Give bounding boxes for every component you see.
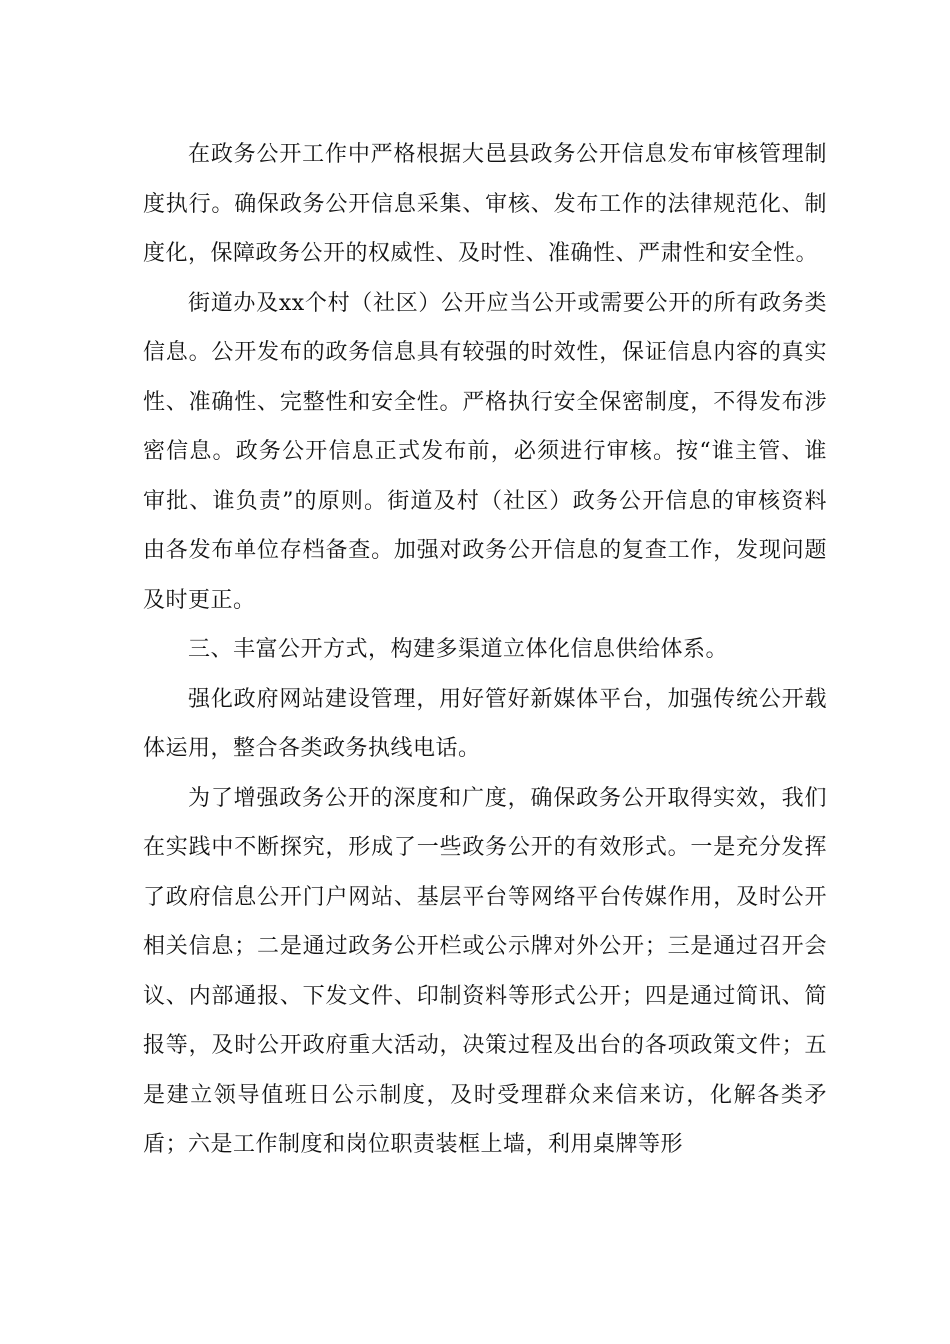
section-heading: 三、丰富公开方式，构建多渠道立体化信息供给体系。 [188, 637, 729, 662]
paragraph-3: 强化政府网站建设管理，用好管好新媒体平台，加强传统公开载体运用，整合各类政务执线电话。 [143, 686, 827, 761]
paragraph-4: 为了增强政务公开的深度和广度，确保政务公开取得实效，我们在实践中不断探究，形成了一些政务公开的有效形式。一是充分发挥了政府信息公开门户网站、基层平台等网络平台传媒作用，及时公开相关信息；二是通过政务公开栏或公示牌对外公开；三是通过召开会议、内部通报、下发文件、印制资料等形式公开；四是通过简讯、简报等，及时公开政府重大活动，决策过程及出台的各项政策文件；五是建立领导值班日公示制度，及时受理群众来信来访，化解各类矛盾；六是工作制度和岗位职责装框上墙，利用桌牌等形 [143, 785, 827, 1157]
paragraph-1: 在政务公开工作中严格根据大邑县政务公开信息发布审核管理制度执行。确保政务公开信息采集、审核、发布工作的法律规范化、制度化，保障政务公开的权威性、及时性、准确性、严肃性和安全性。 [143, 142, 827, 266]
paragraph-2: 街道办及xx个村（社区）公开应当公开或需要公开的所有政务类信息。公开发布的政务信息具有较强的时效性，保证信息内容的真实性、准确性、完整性和安全性。严格执行安全保密制度，不得发布涉密信息。政务公开信息正式发布前，必须进行审核。按“谁主管、谁审批、谁负责”的原则。街道及村（社区）政务公开信息的审核资料由各发布单位存档备查。加强对政务公开信息的复查工作，发现问题及时更正。 [143, 290, 827, 613]
document-body [143, 130, 827, 1170]
